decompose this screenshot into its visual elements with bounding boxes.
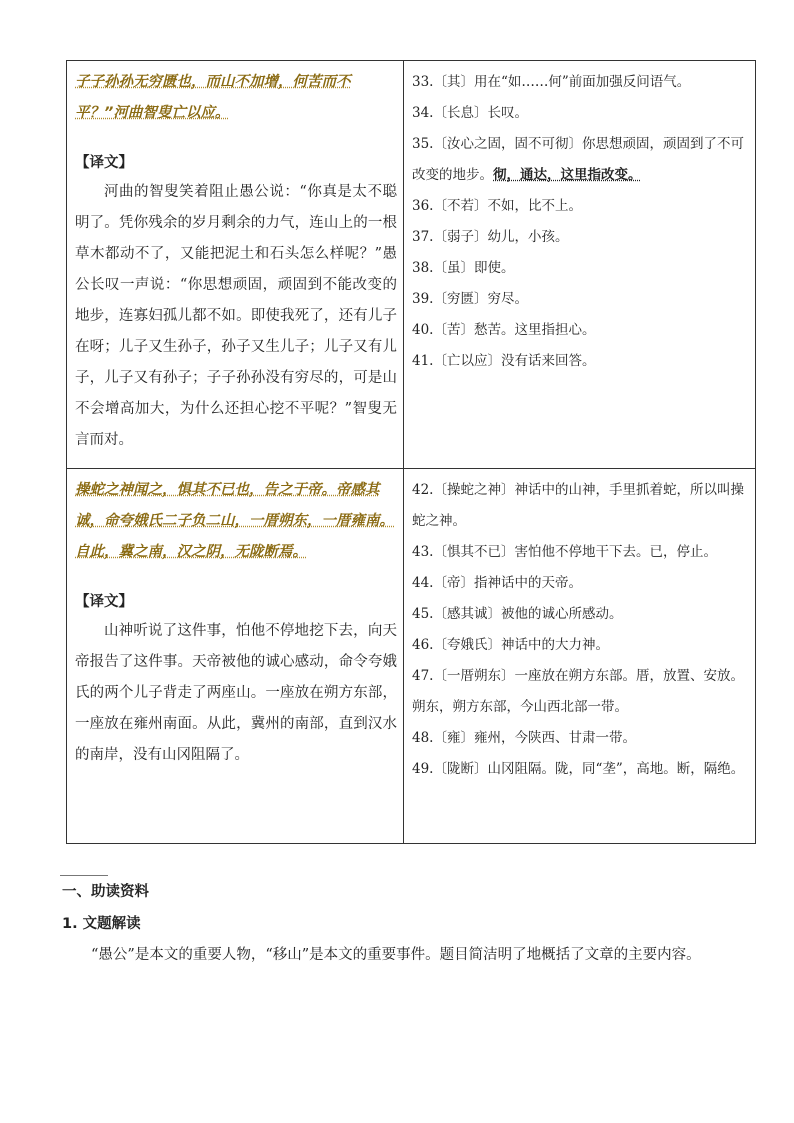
notes-cell — [404, 469, 756, 844]
translation-tag: 【译文】 — [75, 594, 133, 610]
original-text: 操蛇之神闻之，惧其不已也，告之于帝。帝感其诚，命夸娥氏二子负二山，一厝朔东，一厝雍南。自此，冀之南，汉之阴，无陇断焉。 — [75, 482, 394, 560]
section-heading: 一、助读资料 — [62, 884, 149, 900]
note-item: 48.〔雍〕雍州，今陕西、甘肃一带。 — [412, 730, 636, 746]
note-item: 33.〔其〕用在“如……何”前面加强反问语气。 — [412, 74, 691, 90]
subsection-heading: 1. 文题解读 — [62, 916, 141, 932]
note-text: 35.〔汝心之固，固不可彻〕你思想顽固，顽固到了不可改变的地步。 — [412, 136, 744, 183]
original-text: 子子孙孙无穷匮也，而山不加增，何苦而不平？”河曲智叟亡以应。 — [75, 74, 351, 121]
text-cell — [67, 61, 404, 469]
note-item: 40.〔苦〕愁苦。这里指担心。 — [412, 322, 596, 338]
text-cell — [67, 469, 404, 844]
note-item: 41.〔亡以应〕没有话来回答。 — [412, 353, 596, 369]
translation-tag: 【译文】 — [75, 155, 133, 171]
translation-text: 河曲的智叟笑着阻止愚公说：“你真是太不聪明了。凭你残余的岁月剩余的力气，连山上的一根草木都动不了，又能把泥土和石头怎么样呢？”愚公长叹一声说：“你思想顽固，顽固到不能改变的地步，连寡妇孤儿都不如。即使我死了，还有儿子在呀；儿子又生孙子，孙子又生儿子；儿子又有儿子，儿子又有孙子；子子孙孙没有穷尽的，可是山不会增高加大，为什么还担心挖不平呢？”智叟无言而对。 — [75, 184, 397, 448]
note-item: 37.〔弱子〕幼儿，小孩。 — [412, 229, 569, 245]
note-item: 34.〔长息〕长叹。 — [412, 105, 528, 121]
translation-text: 山神听说了这件事，怕他不停地挖下去，向天帝报告了这件事。天帝被他的诚心感动，命令夸娥氏的两个儿子背走了两座山。一座放在朔方东部，一座放在雍州南面。从此，冀州的南部，直到汉水的南岸，没有山冈阻隔了。 — [75, 623, 397, 763]
note-item: 49.〔陇断〕山冈阻隔。陇，同“垄”，高地。断，隔绝。 — [412, 761, 745, 777]
note-item: 44.〔帝〕指神话中的天帝。 — [412, 575, 582, 591]
note-item: 42.〔操蛇之神〕神话中的山神，手里抓着蛇，所以叫操蛇之神。 — [412, 482, 744, 529]
note-item: 47.〔一厝朔东〕一座放在朔方东部。厝，放置、安放。朔东，朔方东部，今山西北部一带。 — [412, 668, 744, 715]
note-item: 43.〔惧其不已〕害怕他不停地干下去。已，停止。 — [412, 544, 717, 560]
note-item: 39.〔穷匮〕穷尽。 — [412, 291, 528, 307]
note-item: 45.〔感其诚〕被他的诚心所感动。 — [412, 606, 623, 622]
body-paragraph: “愚公”是本文的重要人物，“移山”是本文的重要事件。题目简洁明了地概括了文章的主要内容。 — [91, 947, 701, 963]
note-item — [412, 129, 749, 191]
section-divider — [60, 875, 108, 877]
table-row — [67, 469, 756, 844]
note-item: 38.〔虽〕即使。 — [412, 260, 515, 276]
note-item: 46.〔夸娥氏〕神话中的大力神。 — [412, 637, 609, 653]
note-emphasis: 彻，通达，这里指改变。 — [493, 167, 642, 183]
annotation-table — [66, 60, 756, 844]
notes-cell — [404, 61, 756, 469]
table-row — [67, 61, 756, 469]
note-item: 36.〔不若〕不如，比不上。 — [412, 198, 582, 214]
